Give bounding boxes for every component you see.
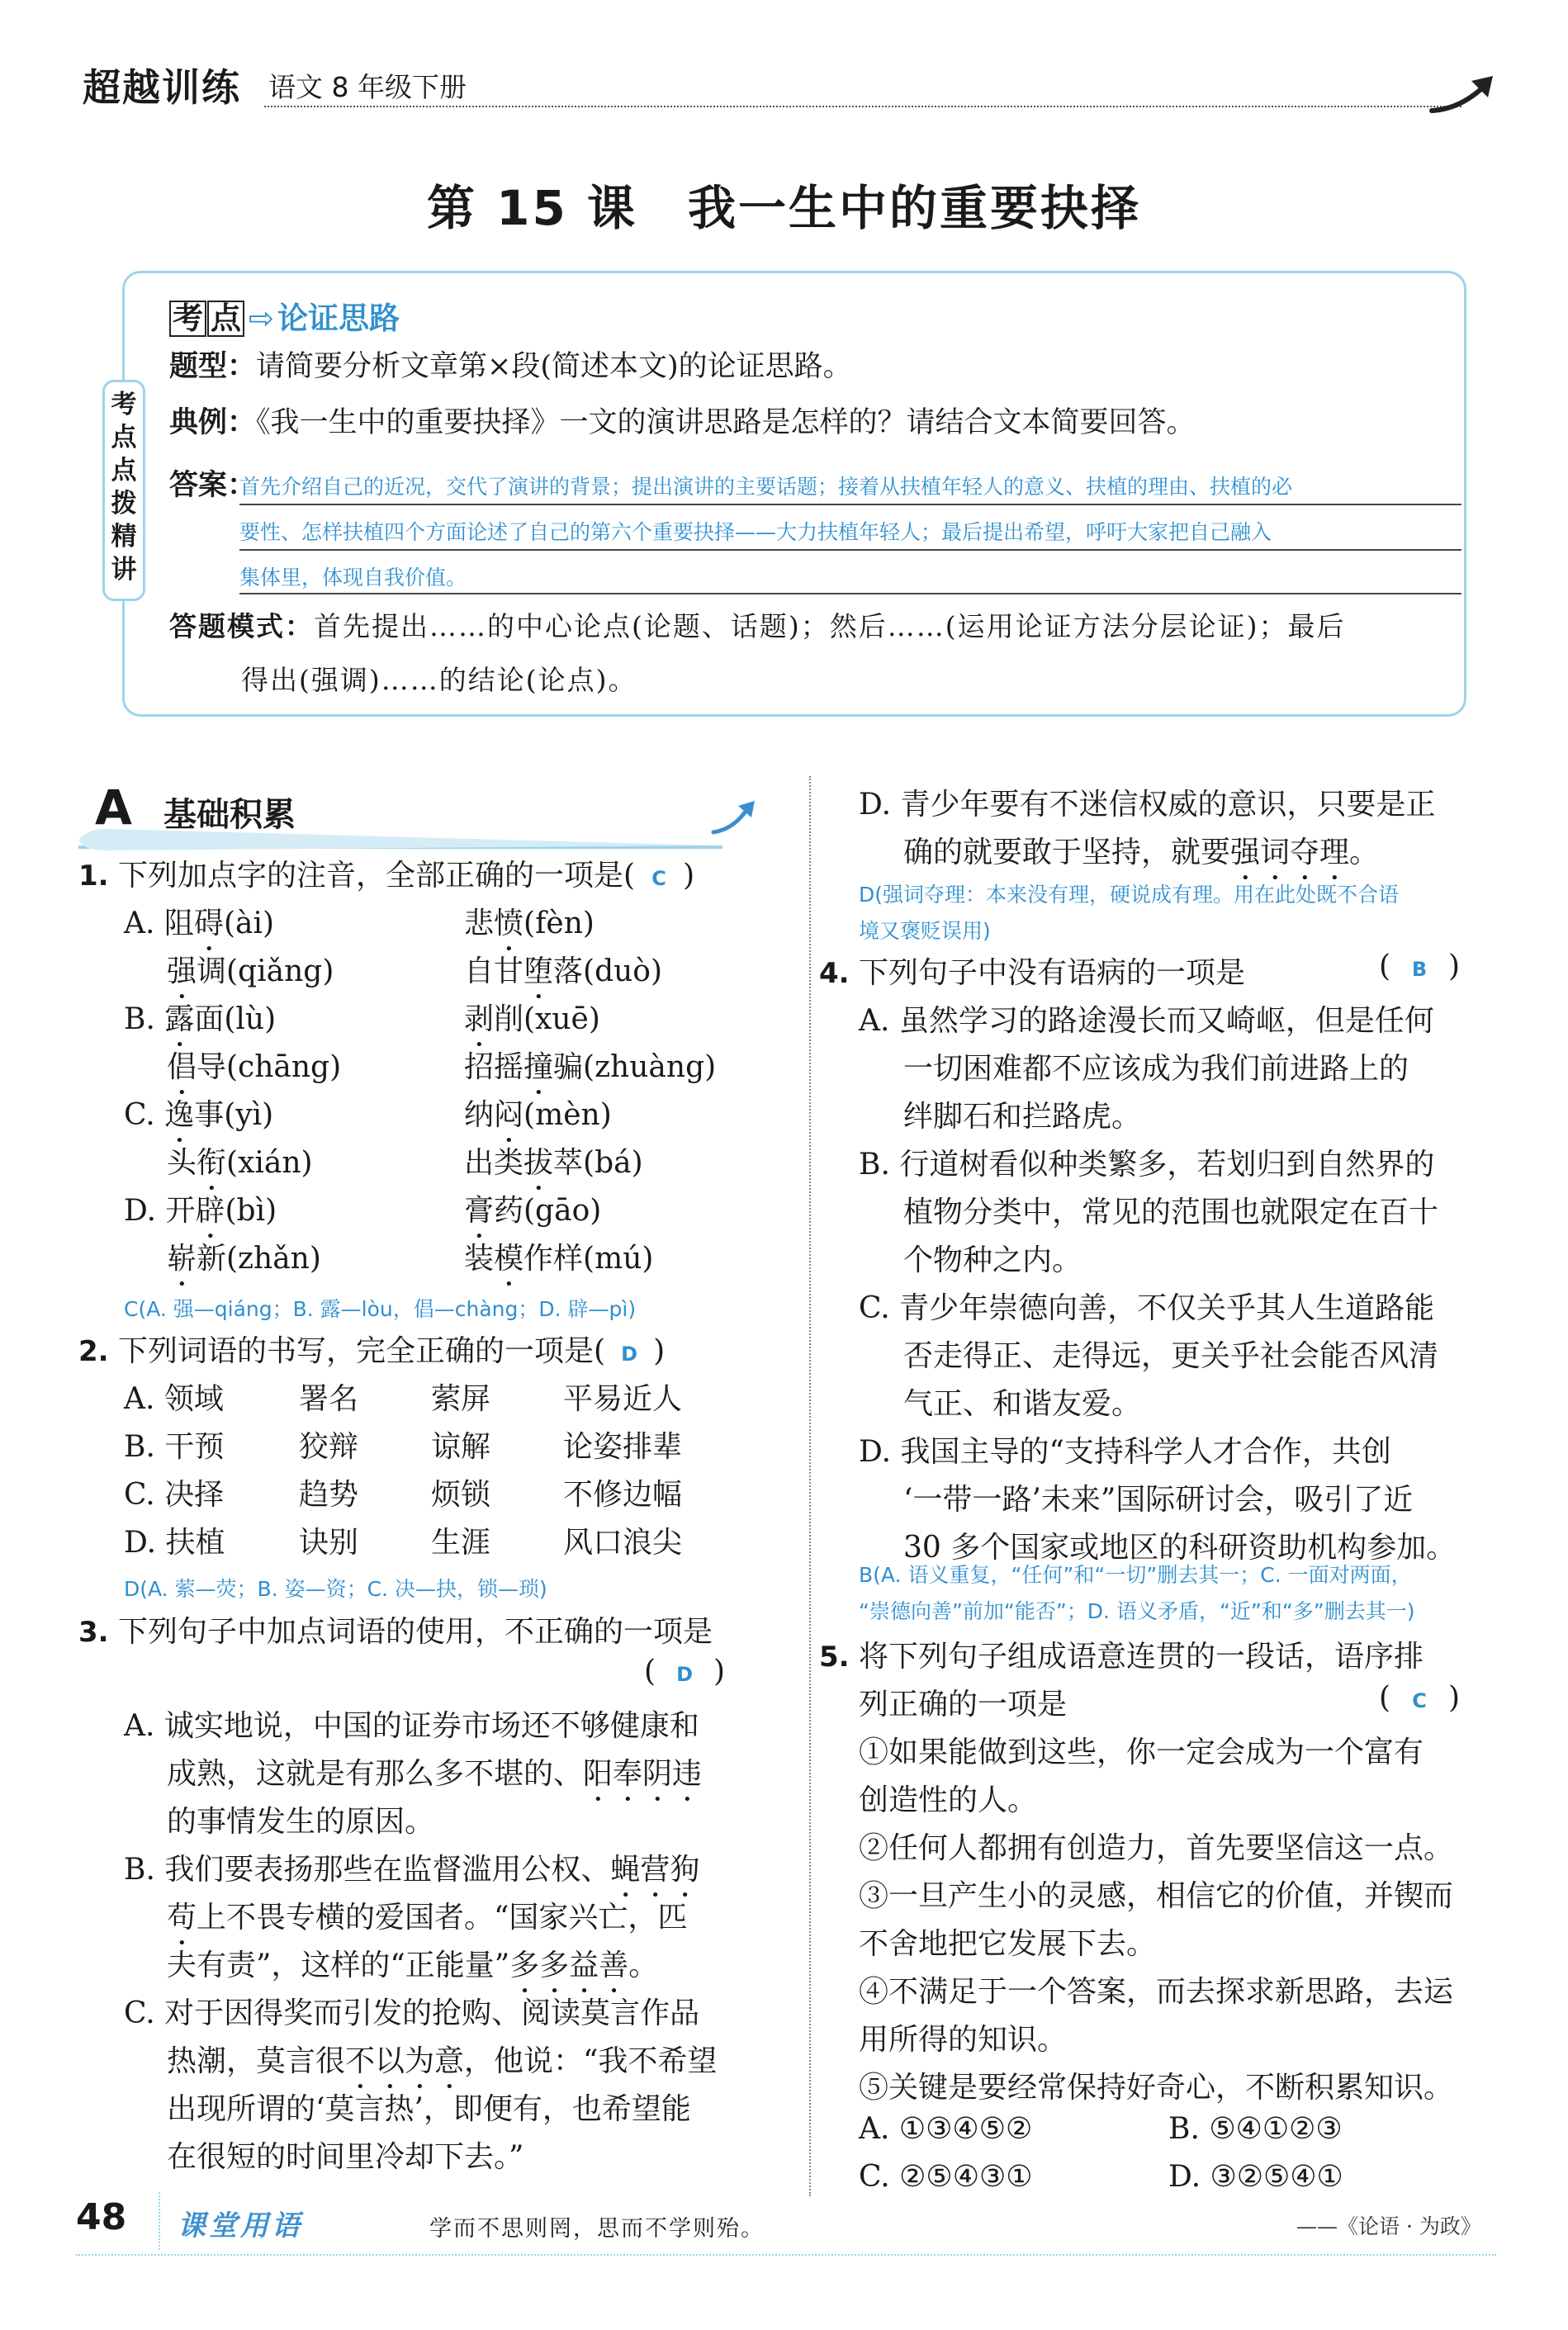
question-2-stem: 2. 下列词语的书写，完全正确的一项是( D ) [78, 1334, 666, 1368]
q4-option-a-line3: 绊脚石和拦路虎。 [903, 1100, 1142, 1134]
q2-word: 趋势 [299, 1478, 359, 1512]
answer-line: 首先介绍自己的近况，交代了演讲的背景；提出演讲的主要话题；接着从扶植年轻人的意义、扶植的理由、扶植的必 [239, 475, 1293, 499]
q1-option-d3: 崭新(zhǎn) [167, 1242, 321, 1276]
answer-underline [239, 504, 1461, 505]
answer-mode-line: 得出(强调)……的结论(论点)。 [241, 664, 637, 696]
q5-choice-a: A. ①③④⑤② [859, 2112, 1033, 2146]
q1-option-a1: A. 阻碍(ài) [124, 907, 275, 940]
q5-choice-d: D. ③②⑤④① [1168, 2160, 1343, 2194]
q2-word: 风口浪尖 [563, 1526, 683, 1560]
q4-option-a-line2: 一切困难都不应该成为我们前进路上的 [903, 1052, 1409, 1086]
keypoint-heading [169, 293, 400, 338]
answer-underline [239, 593, 1461, 594]
q4-option-b: B. 行道树看似种类繁多，若划归到自然界的 [859, 1148, 1435, 1182]
q1-option-b2: 剥削(xuē) [464, 1002, 600, 1036]
q1-option-a2: 悲愤(fèn) [464, 907, 595, 940]
question-4-stem: 4. 下列句子中没有语病的一项是 [819, 956, 1246, 990]
footer-label: 课堂用语 [178, 2209, 303, 2242]
q3-explanation: D(强词夺理：本来没有理，硬说成有理。用在此处既不合语 [859, 883, 1400, 907]
q3-option-d-line2: 确的就要敢于坚持，就要强词夺理。 [903, 836, 1380, 869]
q2-word: 论姿排辈 [563, 1430, 683, 1464]
answer-label: 答案： [169, 469, 257, 502]
q1-option-b1: B. 露面(lù) [124, 1002, 277, 1036]
footer-rule [76, 2254, 1496, 2256]
q1-option-d2: 膏药(gāo) [464, 1194, 602, 1228]
question-1-stem: 1. 下列加点字的注音，全部正确的一项是( C ) [78, 859, 695, 893]
footer-quote: 学而不思则罔，思而不学则殆。 [429, 2216, 765, 2242]
q2-word: 诀别 [299, 1526, 359, 1560]
q2-word: 生涯 [431, 1526, 491, 1560]
q3-option-a: A. 诚实地说，中国的证券市场还不够健康和 [124, 1709, 699, 1743]
answer-mode-line: 答题模式：首先提出……的中心论点(论题、话题)；然后……(运用论证方法分层论证)；最后 [169, 610, 1346, 642]
answer-line: 要性、怎样扶植四个方面论述了自己的第六个重要抉择——大力扶植年轻人；最后提出希望，呼吁大家把自己融入 [239, 520, 1272, 544]
q4-option-d-line3: 30 多个国家或地区的科研资助机构参加。 [903, 1531, 1457, 1565]
q2-word: 狡辩 [299, 1430, 359, 1464]
q3-option-b: B. 我们要表扬那些在监督滥用公权、蝇营狗 [124, 1853, 700, 1887]
q3-option-a-line3: 的事情发生的原因。 [167, 1805, 435, 1839]
q4-option-b-line3: 个物种之内。 [903, 1243, 1082, 1277]
q2-row-a: A. 领域 [124, 1382, 224, 1416]
q4-option-d: D. 我国主导的“支持科学人才合作，共创 [859, 1435, 1391, 1469]
q1-option-c3: 头衔(xián) [167, 1146, 313, 1180]
q4-option-b-line2: 植物分类中，常见的范围也就限定在百十 [903, 1196, 1439, 1229]
q4-explanation-line2: “崇德向善”前加“能否”；D. 语义矛盾，“近”和“多”删去其一) [859, 1599, 1415, 1623]
hollow-arrow-icon: ⇨ [249, 301, 275, 336]
keypoint-side-tab-text: 考 点 点 拨 精 讲 [111, 390, 137, 585]
q1-option-b4: 招摇撞骗(zhuàng) [464, 1050, 717, 1084]
q5-sentence-4-line2: 用所得的知识。 [859, 2023, 1068, 2057]
q3-option-c-line3: 出现所谓的‘莫言热’，即便有，也希望能 [167, 2092, 691, 2126]
q3-option-d: D. 青少年要有不迷信权威的意识，只要是正 [859, 788, 1436, 822]
q1-option-a4: 自甘堕落(duò) [464, 954, 663, 988]
lesson-title: 第 15 课 我一生中的重要抉择 [426, 180, 1142, 236]
book-brand: 超越训练 [83, 65, 241, 110]
q3-option-c-line2: 热潮，莫言很不以为意，他说：“我不希望 [167, 2044, 718, 2078]
q5-choice-c: C. ②⑤④③① [859, 2160, 1033, 2194]
footer-divider [159, 2192, 160, 2250]
q3-option-c-line4: 在很短的时间里冷却下去。” [167, 2140, 524, 2174]
question-3-stem: 3. 下列句子中加点词语的使用，不正确的一项是 [78, 1615, 713, 1649]
q5-sentence-3-line2: 不舍地把它发展下去。 [859, 1927, 1157, 1961]
q1-option-b3: 倡导(chāng) [167, 1050, 342, 1084]
section-arrow-icon [710, 799, 760, 836]
q3-option-c: C. 对于因得奖而引发的抢购、阅读莫言作品 [124, 1996, 700, 2030]
q4-explanation: B(A. 语义重复，“任何”和“一切”删去其一；C. 一面对两面， [859, 1563, 1412, 1587]
section-title: 基础积累 [163, 796, 296, 834]
question-4-answer-paren: ( B ) [1379, 950, 1461, 983]
q1-option-a3: 强调(qiǎng) [167, 954, 334, 988]
keypoint-topic: 论证思路 [277, 301, 400, 336]
q2-explanation: D(A. 萦—荧；B. 姿—资；C. 决—抉，锁—琐) [124, 1577, 547, 1601]
q2-word: 署名 [299, 1382, 359, 1416]
keypoint-box-char: 点 [207, 301, 244, 337]
q1-explanation: C(A. 强—qiáng；B. 露—lòu，倡—chàng；D. 辟—pì) [124, 1297, 637, 1321]
q5-sentence-1: ①如果能做到这些，你一定会成为一个富有 [859, 1736, 1424, 1769]
q3-option-a-line2: 成熟，这就是有那么多不堪的、阳奉阴违 [167, 1757, 703, 1791]
q2-row-c: C. 决择 [124, 1478, 225, 1512]
q2-word: 烦锁 [431, 1478, 491, 1512]
q3-option-b-line3: 夫有责”，这样的“正能量”多多益善。 [167, 1949, 659, 1982]
q3-explanation-line2: 境又褒贬误用) [859, 919, 991, 943]
answer-underline [239, 549, 1461, 551]
q2-word: 谅解 [431, 1430, 491, 1464]
q4-option-c-line2: 否走得正、走得远，更关乎社会能否风清 [903, 1339, 1439, 1373]
q4-option-a: A. 虽然学习的路途漫长而又崎岖，但是任何 [859, 1004, 1434, 1038]
q1-option-c2: 纳闷(mèn) [464, 1098, 612, 1132]
q5-sentence-1-line2: 创造性的人。 [859, 1783, 1038, 1817]
q5-sentence-5: ⑤关键是要经常保持好奇心，不断积累知识。 [859, 2071, 1454, 2105]
answer-line: 集体里，体现自我价值。 [239, 566, 467, 590]
q1-option-d4: 装模作样(mú) [464, 1242, 654, 1276]
q1-option-c4: 出类拔萃(bá) [464, 1146, 643, 1180]
q2-row-b: B. 干预 [124, 1430, 225, 1464]
keypoint-box-char: 考 [169, 301, 206, 337]
q5-sentence-3: ③一旦产生小的灵感，相信它的价值，并锲而 [859, 1879, 1454, 1913]
q4-option-d-line2: ‘一带一路’未来”国际研讨会，吸引了近 [903, 1483, 1414, 1517]
q5-sentence-4: ④不满足于一个答案，而去探求新思路，去运 [859, 1975, 1454, 2009]
q2-row-d: D. 扶植 [124, 1526, 225, 1560]
q2-word: 平易近人 [563, 1382, 683, 1416]
column-divider [809, 776, 811, 2196]
question-3-answer-paren: ( D ) [644, 1655, 726, 1688]
question-5-stem-line2: 列正确的一项是 [859, 1688, 1068, 1721]
q2-word: 不修边幅 [563, 1478, 683, 1512]
question-5-answer-paren: ( C ) [1379, 1681, 1461, 1715]
q5-choice-b: B. ⑤④①②③ [1168, 2112, 1343, 2146]
q5-sentence-2: ②任何人都拥有创造力，首先要坚信这一点。 [859, 1831, 1454, 1865]
q1-option-d1: D. 开辟(bì) [124, 1194, 277, 1228]
book-subject: 语文 8 年级下册 [268, 71, 467, 103]
question-5-stem: 5. 将下列句子组成语意连贯的一段话，语序排 [819, 1640, 1424, 1674]
q2-word: 萦屏 [431, 1382, 491, 1416]
q1-option-c1: C. 逸事(yì) [124, 1098, 274, 1132]
header-rule [264, 106, 1461, 107]
header-arrow-icon [1428, 69, 1503, 119]
q3-option-b-line2: 苟上不畏专横的爱国者。“国家兴亡，匹 [167, 1901, 688, 1935]
section-letter: A [95, 779, 132, 836]
footer-quote-source: ——《论语 · 为政》 [1296, 2214, 1481, 2238]
example-line: 典例：《我一生中的重要抉择》一文的演讲思路是怎样的？请结合文本简要回答。 [169, 406, 1196, 439]
q4-option-c: C. 青少年崇德向善，不仅关乎其人生道路能 [859, 1291, 1435, 1325]
question-type-line: 题型：请简要分析文章第×段(简述本文)的论证思路。 [169, 350, 852, 383]
page-number: 48 [76, 2196, 127, 2238]
q4-option-c-line3: 气正、和谐友爱。 [903, 1387, 1142, 1421]
